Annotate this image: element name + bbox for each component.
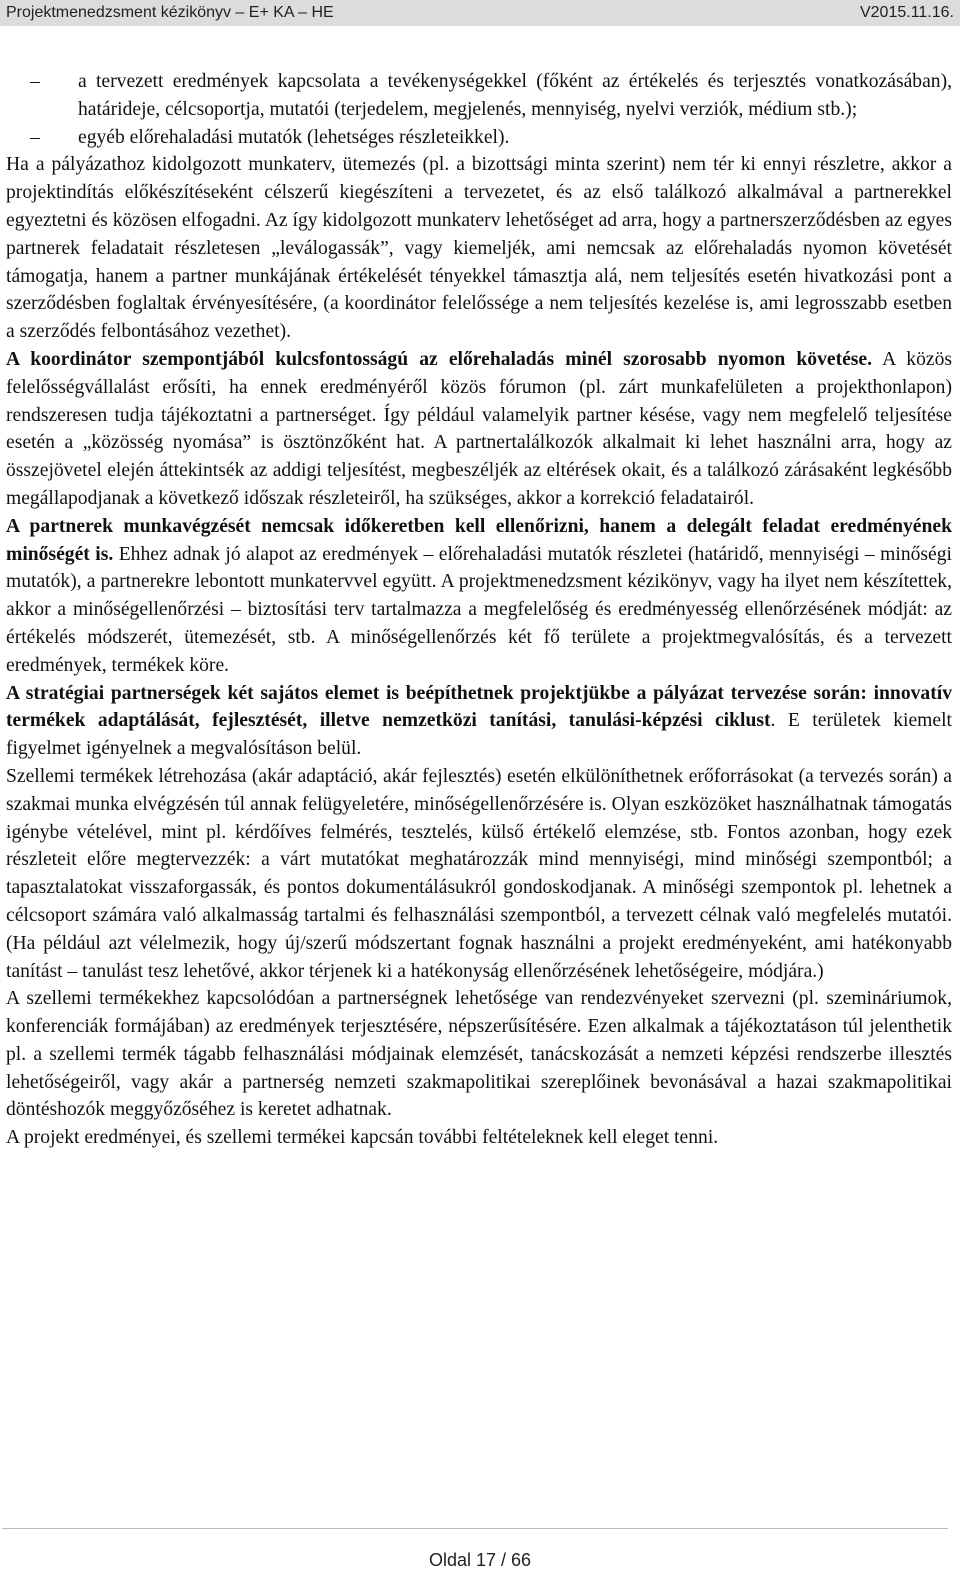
paragraph-text: A projekt eredményei, és szellemi termékei kapcsán további feltételeknek kell eleget tenni.: [6, 1127, 719, 1149]
paragraph-text: Ehhez adnak jó alapot az eredmények – előrehaladási mutatók részletei (határidő, mennyiségi – minőségi mutatók), a partnerekre lebontott munkatervvel együtt. A projektmenedzsment kézikönyv, vagy ha ilyet nem készítettek, akkor a minőségellenőrzési – biztosítási terv tartalmazza a megfelelőség és eredményesség ellenőrzésének módját: az értékelés módszerét, ütemezését, stb. A minőségellenőrzés két fő területe a projektmegvalósítás, és a tervezett eredmények, termékek köre.: [6, 543, 952, 676]
page-number: Oldal 17 / 66: [428, 1550, 532, 1570]
paragraph-bold: A koordinátor szempontjából kulcsfontosságú az előrehaladás minél szorosabb nyomon követése.: [6, 348, 873, 370]
paragraph-text: A szellemi termékekhez kapcsolódóan a partnerségnek lehetősége van rendezvényeket szervezni (pl. szemináriumok, konferenciák formájában) az eredmények terjesztésére, népszerűsítésére. Ezen alkalmak a tájékoztatáson túl jelenthetik pl. a szellemi termék tágabb felhasználási módjainak elemzését, tanácskozását a nemzeti képzési rendszerbe illesztés lehetőségeiről, vagy akár a partnerség nemzeti szakmapolitikai szereplőinek bevonásával a hazai szakmapolitikai döntéshozók meggyőzőséhez is keretet adhatnak.: [6, 988, 952, 1121]
paragraph-text: A közös felelősségvállalást erősíti, ha ennek eredményéről közös fórumon (pl. zárt munkafelületen a projekthonlapon) rendszeresen tudja tájékoztatni a partnerséget. Így például valamelyik partner késése, vagy nem megfelelő teljesítése esetén a „közösség nyomása” is ösztönzőként hat. A partnertalálkozók alkalmait ki lehet használni arra, hogy az összejövetel elején áttekintsék az addigi teljesítést, megbeszéljék az eltérések okait, és a találkozó zárásaként legkésőbb megállapodjanak a következő időszak részleteiről, ha szükséges, akkor a korrekció feladatairól.: [6, 348, 953, 509]
paragraph-text: . E területek kiemelt figyelmet igényelnek a megvalósításon belül.: [6, 710, 952, 760]
bullet-text: a tervezett eredmények kapcsolata a tevékenységekkel (főként az értékelés és terjesztés vonatkozásában), határideje, célcsoportja, mutatói (terjedelem, megjelenés, mennyiség, nyelvi verziók, médium stb.);: [78, 71, 952, 120]
paragraph: [6, 985, 952, 1124]
header-title: Projektmenedzsment kézikönyv – E+ KA – HE: [6, 4, 334, 21]
paragraph: [6, 151, 952, 346]
paragraph-bold: A stratégiai partnerségek két sajátos elemet is beépíthetnek projektjükbe a pályázat tervezése során: innovatív termékek adaptálását, fejlesztését, illetve nemzetközi tanítási, tanulási-képzési ciklust: [6, 682, 952, 732]
header-version: V2015.11.16.: [859, 4, 954, 21]
bullet-dash: –: [30, 71, 40, 92]
bullet-item: [6, 124, 952, 152]
paragraph: [6, 680, 952, 763]
paragraph-text: Szellemi termékek létrehozása (akár adaptáció, akár fejlesztés) esetén elkülöníthetnek erőforrásokat (a tervezés során) a szakmai munka elvégzésén túl annak felügyeletére, minőségellenőrzésére is. Olyan eszközöket használhatnak támogatás igénybe vételével, mint pl. kérdőíves felmérés, tesztelés, külső értékelő elemzése, stb. Fontos azonban, hogy ezek részleteit előre megtervezzék: a várt mutatókat meghatározzák mind mennyiségi, mind minőségi szempontból; a tapasztalatokat visszaforgassák, és pontos dokumentálásukról gondoskodjanak. A minőségi szempontok pl. lehetnek a célcsoport számára való alkalmasság tartalmi és felhasználási szempontból, a tervezett célnak való megfelelés mutatói. (Ha például azt vélelmezik, hogy új/szerű módszertant fognak használni a projekt eredményeként, ami hatékonyabb tanítást – tanulást tesz lehetővé, akkor térjenek ki a hatékonyság ellenőrzésének lehetőségeire, módjára.): [6, 765, 952, 982]
bullet-text: egyéb előrehaladási mutatók (lehetséges részleteikkel).: [78, 126, 510, 148]
paragraph-bold: A partnerek munkavégzését nemcsak időkeretben kell ellenőrizni, hanem a delegált feladat eredményének minőségét is.: [6, 515, 952, 565]
paragraph: [6, 346, 952, 513]
footer-divider: [2, 1528, 948, 1529]
paragraph: [6, 513, 952, 680]
page-footer: [0, 1550, 960, 1571]
page-header: [0, 0, 960, 26]
bullet-dash: –: [30, 126, 40, 148]
paragraph-text: Ha a pályázathoz kidolgozott munkaterv, ütemezés (pl. a bizottsági minta szerint) nem tér ki ennyi részletre, akkor a projektindítás előkészítéseként célszerű kiegészíteni a tervezetet, és az első találkozó alkalmával a partnerekkel egyeztetni és közösen elfogadni. Az így kidolgozott munkaterv lehetőséget ad arra, hogy a partnerszerződésben az egyes partnerek feladatait részletesen „leválogassák”, vagy kiemeljék, ami nemcsak az előrehaladás nyomon követését támogatja, hanem a partner munkájának értékelését tényekkel támasztja alá, nem teljesítés esetén hivatkozási pont a szerződésben foglaltak érvényesítésére, (a koordinátor felelőssége a nem teljesítés kezelése is, ami legrosszabb esetben a szerződés felbontásához vezethet).: [6, 154, 952, 343]
document-body: [6, 68, 952, 1152]
paragraph: [6, 763, 952, 985]
paragraph: [6, 1124, 952, 1152]
bullet-item: [6, 68, 952, 124]
